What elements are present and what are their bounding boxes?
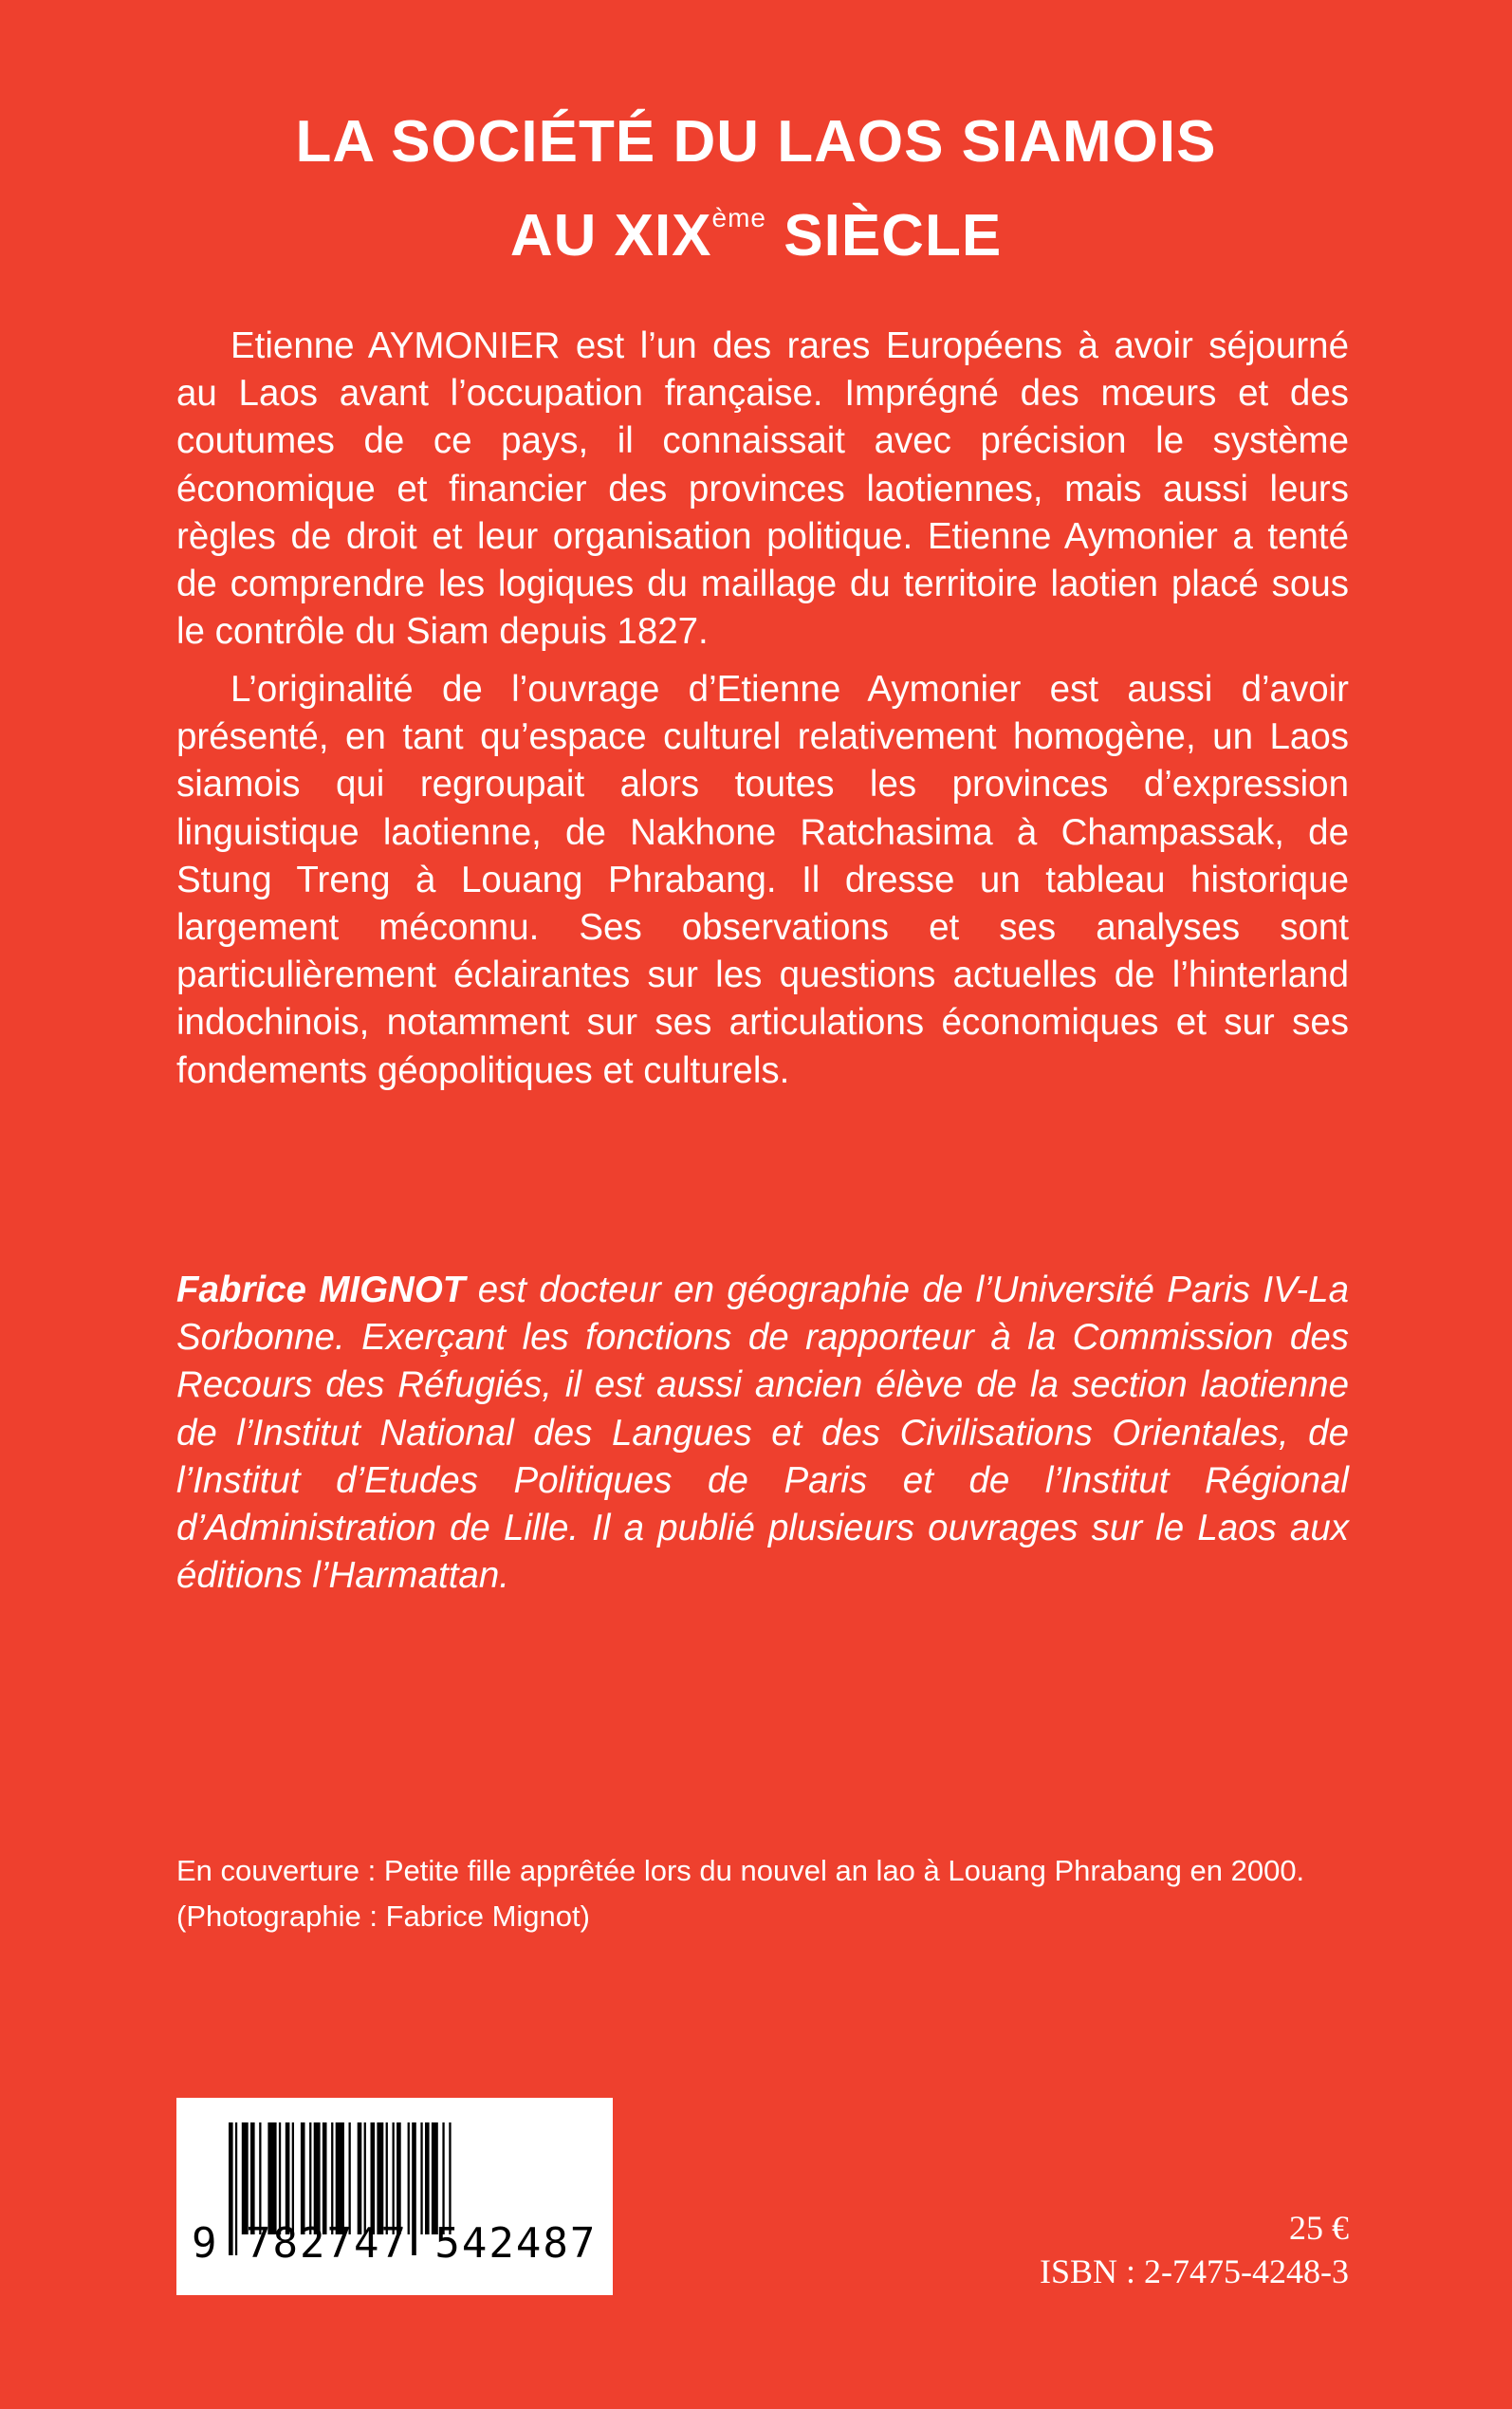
barcode <box>176 2098 613 2295</box>
bio-text <box>176 1267 1349 1600</box>
barcode-bar <box>292 2122 294 2234</box>
barcode-bar <box>449 2122 451 2234</box>
summary-paragraph-1 <box>176 323 1349 656</box>
barcode-bar <box>420 2122 422 2234</box>
barcode-bar <box>331 2122 333 2234</box>
price: 25 € <box>1289 2209 1349 2247</box>
barcode-bar <box>267 2122 276 2234</box>
barcode-bar <box>442 2122 444 2234</box>
barcode-bar <box>408 2122 410 2234</box>
barcode-bar <box>323 2122 327 2234</box>
title-superscript: ème <box>711 203 766 232</box>
barcode-bar <box>250 2122 255 2234</box>
paragraph-text: L’originalité de l’ouvrage d’Etienne Aymonier est aussi d’avoir présenté, en tant qu’espace culturel relativement homogène, un Laos siamois qui regroupait alors toutes les provinces d’expression linguistique laotienne, de Nakhone Ratchasima à Champassak, de Stung Treng à Louang Phrabang. Il dresse un tableau historique largement méconnu. Ses observations et ses analyses sont particulièrement éclairantes sur les questions actuelles de l’hinterland indochinois, notamment sur ses articulations économiques et sur ses fondements géopolitiques et culturels. <box>176 669 1349 1091</box>
barcode-bar <box>349 2122 351 2234</box>
author-name: Fabrice MIGNOT <box>176 1269 466 1310</box>
cover-caption <box>176 1848 1304 1939</box>
barcode-bar <box>259 2122 261 2234</box>
barcode-bar <box>425 2122 430 2234</box>
barcode-bar <box>396 2122 401 2234</box>
title-line-1: LA SOCIÉTÉ DU LAOS SIAMOIS <box>295 109 1217 175</box>
title-line-2 <box>0 180 1512 274</box>
barcode-bar <box>386 2122 388 2234</box>
summary-paragraph-2 <box>176 666 1349 1095</box>
barcode-bar <box>364 2122 366 2234</box>
barcode-bar <box>358 2122 362 2234</box>
title-siecle: SIÈCLE <box>784 203 1003 269</box>
price-block <box>1040 2206 1349 2293</box>
caption-line-1: En couverture : Petite fille apprêtée lors du nouvel an lao à Louang Phrabang en 2000. <box>176 1854 1305 1887</box>
barcode-bar <box>432 2122 438 2234</box>
barcode-bar <box>309 2122 311 2234</box>
barcode-bar <box>314 2122 321 2234</box>
barcode-bar <box>286 2122 290 2234</box>
barcode-bar <box>371 2122 376 2234</box>
caption-line-2: (Photographie : Fabrice Mignot) <box>176 1899 590 1933</box>
bio-body: est docteur en géographie de l’Université Paris IV-La Sorbonne. Exerçant les fonctions de rapporteur à la Commission des Recours des Réfugiés, il est aussi ancien élève de la section laotienne de l’Institut National des Langues et des Civilisations Orientales, de l’Institut d’Etudes Politiques de Paris et de l’Institut Régional d’Administration de Lille. Il a publié plusieurs ouvrages sur le Laos aux éditions l’Harmattan. <box>176 1269 1349 1597</box>
paragraph-text: Etienne AYMONIER est l’un des rares Européens à avoir séjourné au Laos avant l’occupation française. Imprégné des mœurs et des coutumes de ce pays, il connaissait avec précision le système économique et financier des provinces laotiennes, mais aussi leurs règles de droit et leur organisation politique. Etienne Aymonier a tenté de comprendre les logiques du maillage du territoire laotien placé sous le contrôle du Siam depuis 1827. <box>176 325 1349 653</box>
isbn: ISBN : 2-7475-4248-3 <box>1040 2252 1349 2290</box>
barcode-number: 9 782747 542487 <box>192 2219 598 2268</box>
author-bio <box>176 1267 1349 1600</box>
barcode-bar <box>242 2122 249 2234</box>
barcode-bar <box>301 2122 305 2234</box>
barcode-bar <box>336 2122 344 2234</box>
barcode-bar <box>393 2122 395 2234</box>
barcode-bar <box>377 2122 383 2234</box>
title-century: AU XIX <box>509 203 712 269</box>
barcode-bar <box>279 2122 281 2234</box>
book-title <box>0 104 1512 274</box>
